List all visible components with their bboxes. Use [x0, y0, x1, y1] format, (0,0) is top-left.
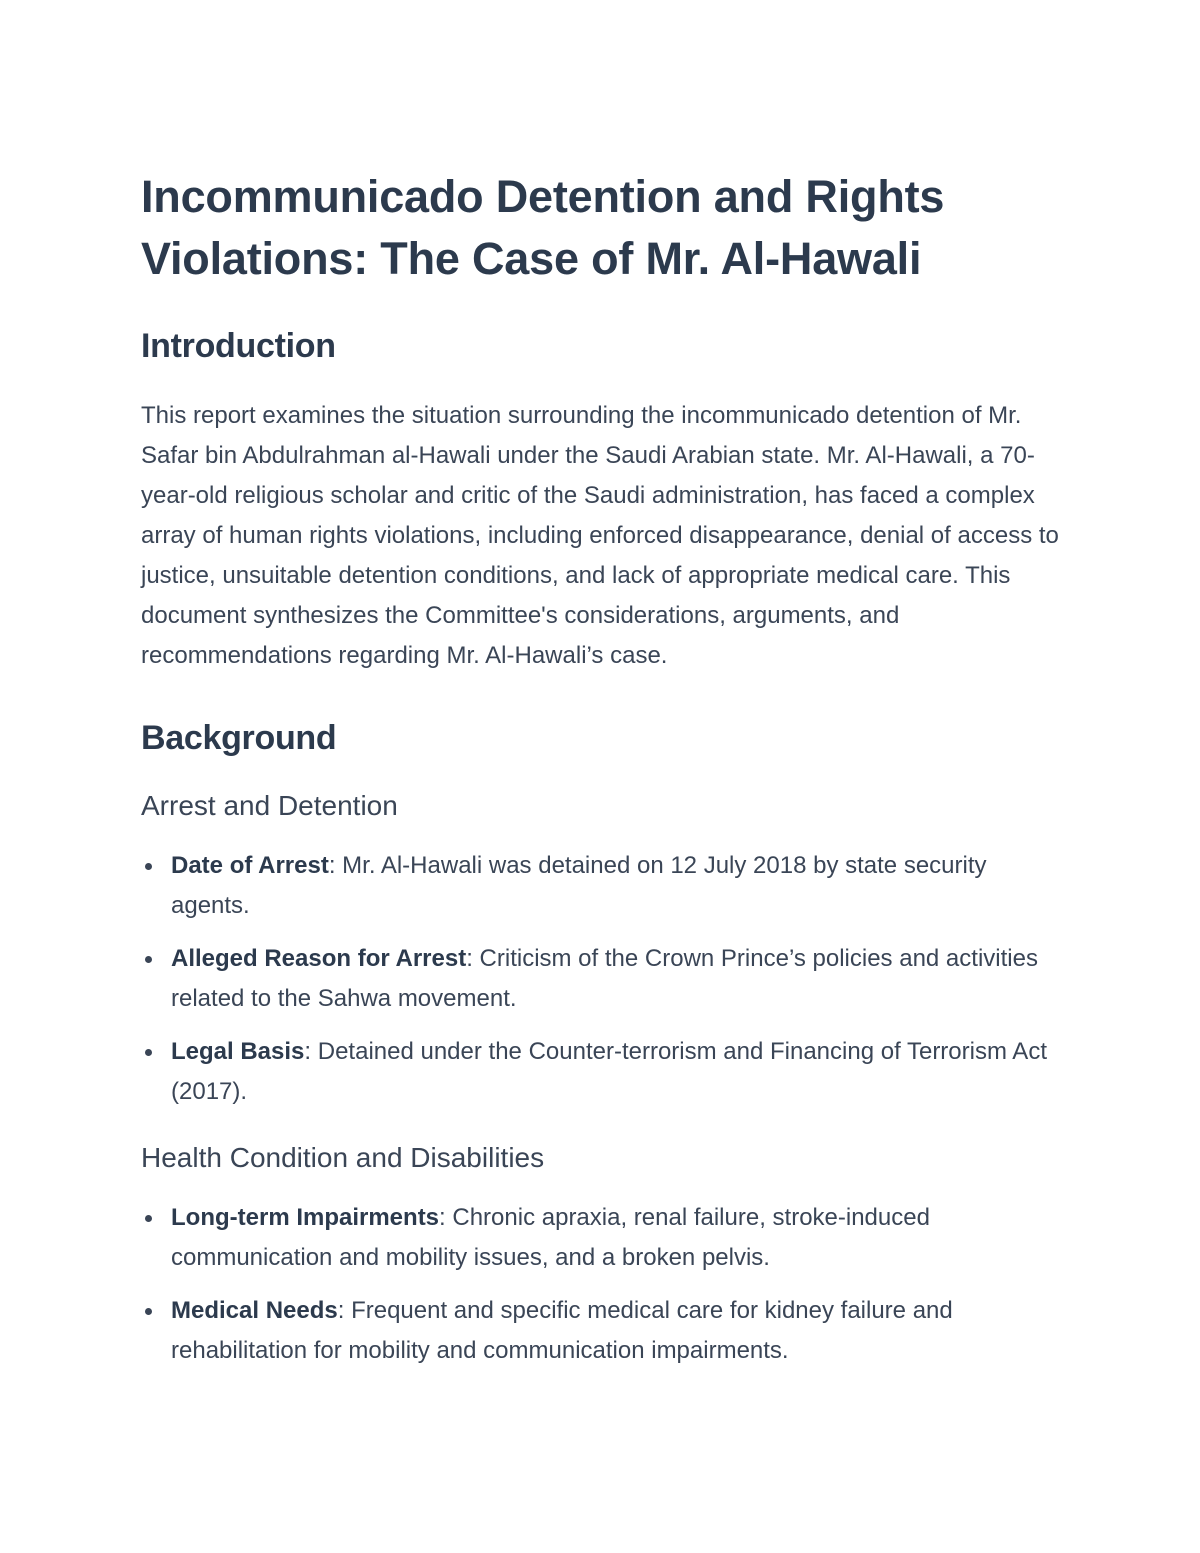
list-item-separator: : — [337, 1297, 352, 1324]
health-condition-heading: Health Condition and Disabilities — [141, 1142, 545, 1173]
list-item-text: Criticism of the Crown Prince’s policies and activities related to the Sahwa movement. — [171, 945, 1038, 1012]
list-item-separator: : — [304, 1038, 318, 1065]
list-item — [171, 846, 1071, 926]
health-condition-list — [141, 1198, 1071, 1371]
arrest-detention-heading: Arrest and Detention — [141, 790, 398, 821]
list-item-separator: : — [466, 945, 480, 972]
arrest-detention-list — [141, 846, 1071, 1112]
bullet-icon — [145, 1308, 152, 1315]
list-item-text: Detained under the Counter-terrorism and Financing of Terrorism Act (2017). — [171, 1038, 1047, 1105]
bullet-icon — [145, 1215, 152, 1222]
list-item — [171, 1291, 1071, 1371]
document-page — [141, 166, 1071, 1384]
list-item-label: Date of Arrest — [171, 852, 329, 879]
introduction-heading: Introduction — [141, 327, 336, 365]
list-item-label: Alleged Reason for Arrest — [171, 945, 467, 972]
page-title: Incommunicado Detention and Rights Violations: The Case of Mr. Al-Hawali — [141, 171, 945, 284]
introduction-paragraph: This report examines the situation surrounding the incommunicado detention of Mr. Safar bin Abdulrahman al-Hawali under the Saudi Arabian state. Mr. Al-Hawali, a 70-year-old religious scholar and critic of the Saudi administration, has faced a complex array of human rights violations, including enforced disappearance, denial of access to justice, unsuitable detention conditions, and lack of appropriate medical care. This document synthesizes the Committee's considerations, arguments, and recommendations regarding Mr. Al-Hawali’s case. — [141, 402, 1059, 669]
list-item — [171, 1032, 1071, 1112]
list-item-text: Frequent and specific medical care for kidney failure and rehabilitation for mobility and communication impairments. — [171, 1297, 953, 1364]
list-item-separator: : — [328, 852, 343, 879]
bullet-icon — [145, 863, 152, 870]
background-heading: Background — [141, 719, 337, 757]
list-item-text: Mr. Al-Hawali was detained on 12 July 2018 by state security agents. — [171, 852, 987, 919]
list-item — [171, 939, 1071, 1019]
list-item — [171, 1198, 1071, 1278]
bullet-icon — [145, 1049, 152, 1056]
list-item-label: Medical Needs — [171, 1297, 338, 1324]
list-item-separator: : — [439, 1204, 453, 1231]
list-item-text: Chronic apraxia, renal failure, stroke-induced communication and mobility issues, and a broken pelvis. — [171, 1204, 930, 1271]
list-item-label: Long-term Impairments — [171, 1204, 440, 1231]
bullet-icon — [145, 956, 152, 963]
list-item-label: Legal Basis — [171, 1038, 305, 1065]
